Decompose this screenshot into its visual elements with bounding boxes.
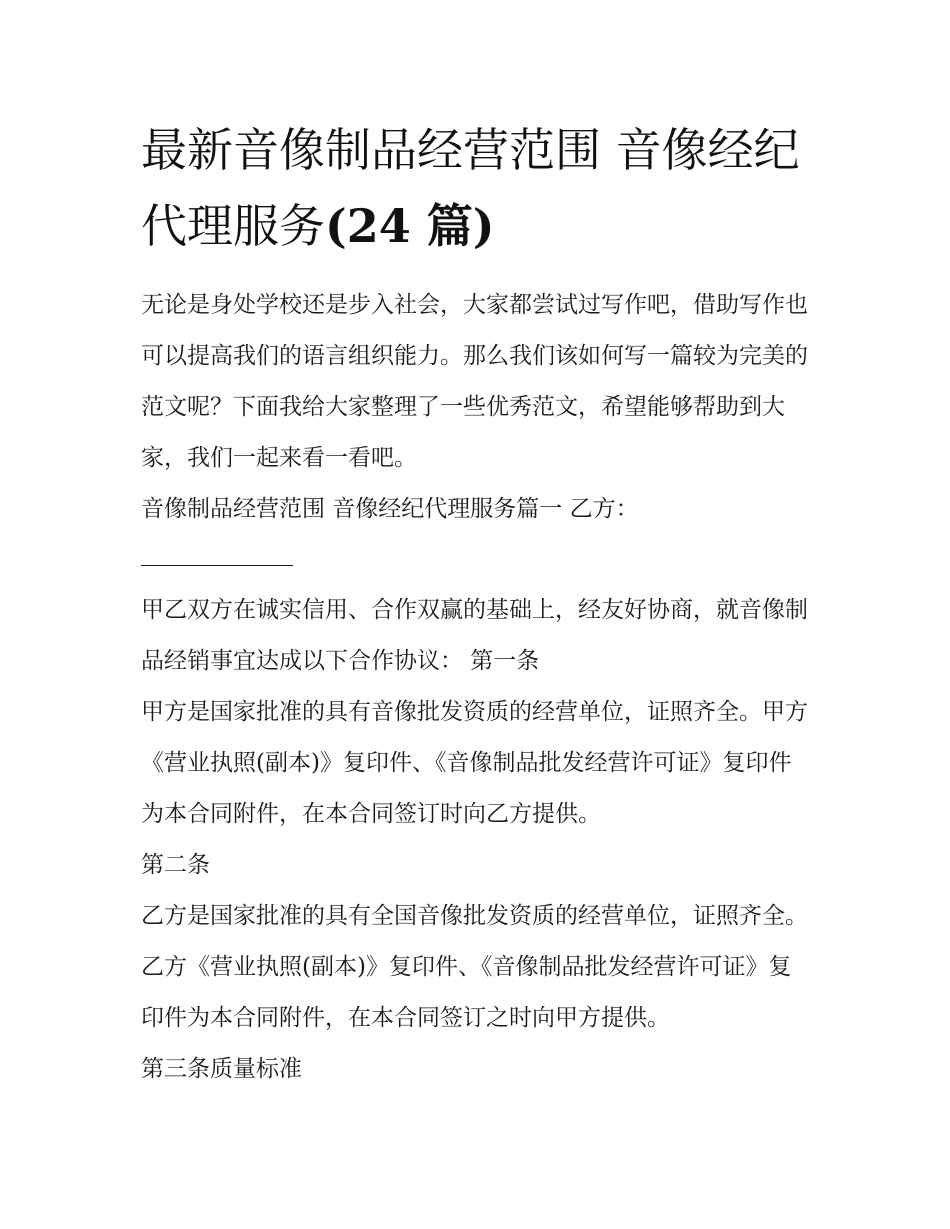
article-3-heading: 第三条质量标准 bbox=[141, 1056, 302, 1082]
title-suffix: (24 篇) bbox=[325, 199, 495, 253]
article-2-text: 乙方是国家批准的具有全国音像批发资质的经营单位，证照齐全。乙方《营业执照(副本)》复印件、《音像制品批发经营许可证》复印件为本合同附件，在本合同签订之时向甲方提供。 bbox=[141, 903, 808, 1031]
document-body bbox=[141, 280, 813, 1095]
signature-blank-line bbox=[141, 565, 293, 566]
article-1-text: 甲方是国家批准的具有音像批发资质的经营单位，证照齐全。甲方《营业执照(副本)》复印件、《音像制品批发经营许可证》复印件为本合同附件，在本合同签订时向乙方提供。 bbox=[141, 699, 808, 827]
agreement-preamble: 甲乙双方在诚实信用、合作双赢的基础上，经友好协商，就音像制品经销事宜达成以下合作协议： 第一条 bbox=[141, 597, 808, 674]
article-2-heading: 第二条 bbox=[141, 852, 210, 878]
title-main: 最新音像制品经营范围 音像经纪代理服务 bbox=[141, 123, 800, 253]
intro-paragraph: 无论是身处学校还是步入社会，大家都尝试过写作吧，借助写作也可以提高我们的语言组织能力。那么我们该如何写一篇较为完美的范文呢？下面我给大家整理了一些优秀范文，希望能够帮助到大家，我们一起来看一看吧。 bbox=[141, 292, 808, 471]
document-page bbox=[141, 112, 813, 1095]
document-title bbox=[141, 112, 813, 264]
section-heading-1: 音像制品经营范围 音像经纪代理服务篇一 乙方： bbox=[141, 496, 639, 522]
